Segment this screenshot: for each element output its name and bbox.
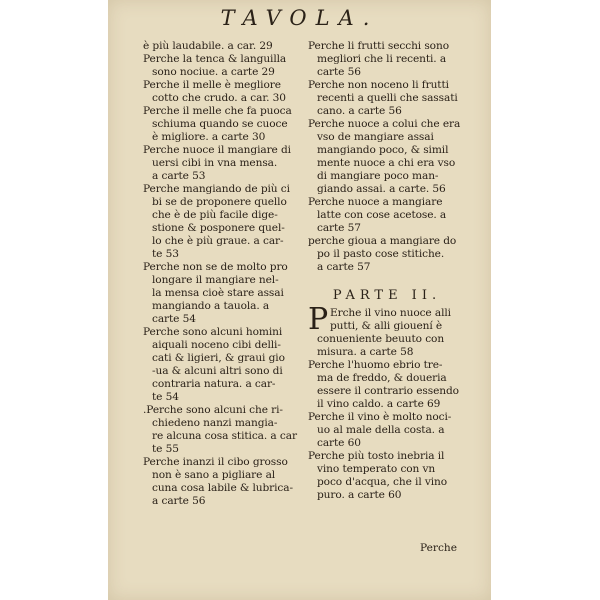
entry-line: Perche nuoce a colui che era [308, 118, 461, 130]
entry-line: Perche nuoce a mangiare [308, 196, 443, 208]
entry-line: te 55 [152, 443, 179, 455]
entry-line: mangiando a tauola. a [152, 300, 270, 312]
index-entry [143, 79, 311, 105]
entry-line: Perche inanzi il cibo grosso [143, 456, 288, 468]
index-entry [308, 40, 466, 79]
index-entry [143, 183, 311, 261]
entry-line: re alcuna cosa stitica. a car [152, 430, 297, 442]
entry-line: non è sano a pigliare al [152, 469, 276, 481]
index-entry [308, 196, 466, 235]
entry-line: vino temperato con vn [317, 463, 436, 475]
entry-line: cotto che crudo. a car. 30 [152, 92, 286, 104]
index-entry [308, 359, 466, 411]
entry-line: ma de freddo, & doueria [317, 372, 447, 384]
entry-line: a carte 56 [152, 495, 206, 507]
entry-line: Perche l'huomo ebrio tre- [308, 359, 443, 371]
entry-line: mangiando poco, & simil [317, 144, 449, 156]
right-column [308, 40, 466, 502]
entry-line: longare il mangiare nel- [152, 274, 279, 286]
entry-line: conueniente beuuto con [317, 333, 445, 345]
entry-line: puro. a carte 60 [317, 489, 402, 501]
entry-line: sono nociue. a carte 29 [152, 66, 275, 78]
page-title: TAVOLA. [220, 6, 379, 30]
entry-line: poco d'acqua, che il vino [317, 476, 448, 488]
entry-line: Erche il vino nuoce alli [330, 307, 451, 319]
entry-line: latte con cose acetose. a [317, 209, 447, 221]
entry-line: Perche il melle è megliore [143, 79, 281, 91]
entry-line: aiquali noceno cibi delli- [152, 339, 281, 351]
entry-line: il vino caldo. a carte 69 [317, 398, 441, 410]
index-entry [143, 40, 311, 53]
index-entry [308, 411, 466, 450]
entry-line: cano. a carte 56 [317, 105, 402, 117]
entry-line: carte 56 [317, 66, 361, 78]
entry-line: cati & ligieri, & graui gio [152, 352, 285, 364]
drop-cap: P [308, 302, 329, 337]
entry-line: putti, & alli giouení è [330, 320, 443, 332]
entry-line: Perche mangiando de più ci [143, 183, 290, 195]
entry-line: vso de mangiare assai [317, 131, 434, 143]
entry-line: recenti a quelli che sassati [317, 92, 458, 104]
entry-line: cuna cosa labile & lubrica- [152, 482, 293, 494]
entry-line: lo che è più graue. a car- [152, 235, 284, 247]
entry-line: Perche la tenca & languilla [143, 53, 287, 65]
entry-line: giando assai. a carte. 56 [317, 183, 446, 195]
index-entry [143, 326, 311, 404]
entry-line: schiuma quando se cuoce [152, 118, 288, 130]
entry-line: Perche non se de molto pro [143, 261, 288, 273]
entry-line: a carte 53 [152, 170, 206, 182]
entry-line: mente nuoce a chi era vso [317, 157, 456, 169]
entry-line: misura. a carte 58 [317, 346, 414, 358]
entry-line: Perche più tosto inebria il [308, 450, 445, 462]
entry-line: -ua & alcuni altri sono di [152, 365, 283, 377]
index-entry [143, 144, 311, 183]
entry-line: Perche non noceno li frutti [308, 79, 449, 91]
entry-line: Perche il melle che fa puoca [143, 105, 292, 117]
entry-line: essere il contrario essendo [317, 385, 459, 397]
section-title: PARTE II. [332, 288, 442, 303]
index-entry [143, 404, 311, 456]
entry-line: megliori che li recenti. a [317, 53, 447, 65]
index-entry [308, 450, 466, 502]
entry-line: carte 57 [317, 222, 361, 234]
entry-line: a carte 57 [317, 261, 371, 273]
section-first-entry [308, 302, 466, 359]
entry-line: Perche il vino è molto noci- [308, 411, 452, 423]
entry-line: po il pasto cose stitiche. [317, 248, 445, 260]
entry-line: Perche sono alcuni homini [143, 326, 283, 338]
index-entry [143, 105, 311, 144]
entry-line: di mangiare poco man- [317, 170, 439, 182]
entry-line: perche gioua a mangiare do [308, 235, 457, 247]
entry-line: è migliore. a carte 30 [152, 131, 266, 143]
entry-line: Perche nuoce il mangiare di [143, 144, 291, 156]
index-entry [143, 261, 311, 326]
index-entry [308, 118, 466, 196]
entry-line: è più laudabile. a car. 29 [143, 40, 273, 52]
entry-line: carte 60 [317, 437, 361, 449]
index-entry [143, 53, 311, 79]
first-entry-lines [308, 302, 466, 359]
entry-line: bi se de proponere quello [152, 196, 287, 208]
entry-line: la mensa cioè stare assai [152, 287, 284, 299]
entry-line: chiedeno nanzi mangia- [152, 417, 278, 429]
entry-line: te 54 [152, 391, 179, 403]
entry-line: te 53 [152, 248, 179, 260]
entry-line: contraria natura. a car- [152, 378, 276, 390]
index-entry [308, 79, 466, 118]
entry-line: uersi cibi in vna mensa. [152, 157, 278, 169]
entry-line: uo al male della costa. a [317, 424, 445, 436]
entry-line: Perche li frutti secchi sono [308, 40, 449, 52]
entry-line: che è de più facile dige- [152, 209, 278, 221]
index-entry [308, 235, 466, 274]
left-column [143, 40, 311, 508]
entry-line: carte 54 [152, 313, 196, 325]
section-entries [308, 359, 466, 502]
book-page [108, 0, 491, 600]
entry-line: stione & posponere quel- [152, 222, 285, 234]
entry-line: .Perche sono alcuni che ri- [143, 404, 283, 416]
catchword: Perche [419, 542, 457, 554]
index-entry [143, 456, 311, 508]
right-entries [308, 40, 466, 274]
